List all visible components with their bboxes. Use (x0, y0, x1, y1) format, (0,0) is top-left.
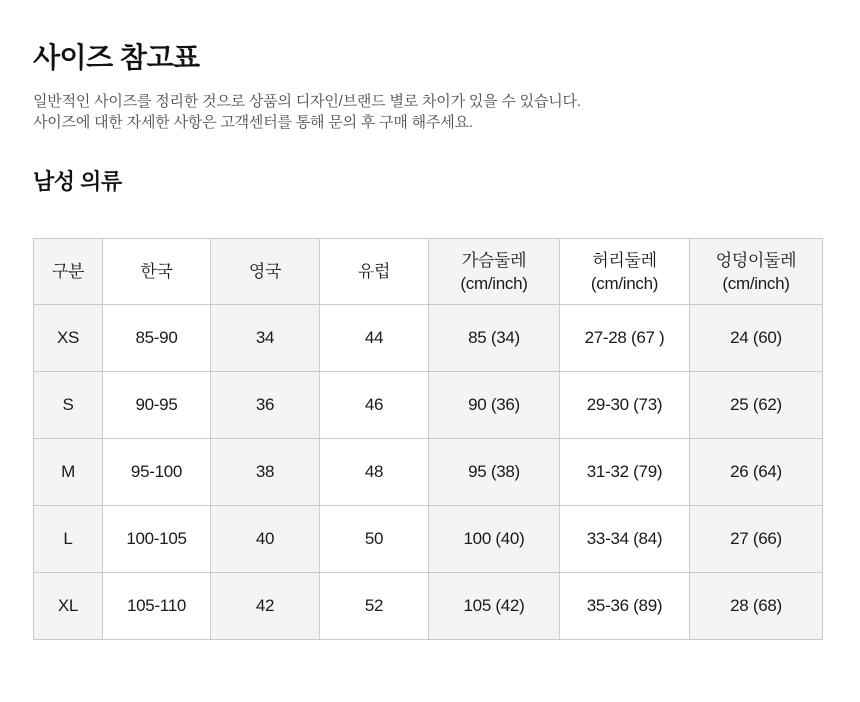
column-header-sub: (cm/inch) (590, 273, 659, 293)
size-value-cell: 24 (60) (690, 305, 823, 372)
size-value-cell: 28 (68) (690, 573, 823, 640)
size-value-cell: 35-36 (89) (560, 573, 690, 640)
column-header-europe (320, 239, 429, 305)
size-table-body (34, 305, 823, 640)
column-header-label: 유럽 (357, 262, 391, 282)
size-value-cell: 48 (320, 439, 429, 506)
size-value-cell: 34 (211, 305, 320, 372)
size-value-cell: 90 (36) (429, 372, 560, 439)
size-value-cell: 46 (320, 372, 429, 439)
size-label-cell: XL (34, 573, 103, 640)
page-description-line-2: 사이즈에 대한 자세한 사항은 고객센터를 통해 문의 후 구매 해주세요. (33, 114, 473, 132)
column-header-label: 영국 (248, 262, 282, 282)
size-value-cell: 100 (40) (429, 506, 560, 573)
size-table-header (34, 239, 823, 305)
table-row (34, 506, 823, 573)
column-header-label: 가슴둘레 (461, 250, 527, 270)
page-title: 사이즈 참고표 (33, 42, 200, 73)
column-header-hip (690, 239, 823, 305)
column-header-label: 구분 (51, 262, 85, 282)
column-header-label: 엉덩이둘레 (715, 250, 797, 270)
column-header-waist (560, 239, 690, 305)
table-row (34, 305, 823, 372)
column-header-sub: (cm/inch) (460, 273, 528, 293)
column-header-category (34, 239, 103, 305)
table-row (34, 439, 823, 506)
column-header-uk (211, 239, 320, 305)
size-value-cell: 36 (211, 372, 320, 439)
table-row (34, 372, 823, 439)
size-label-cell: S (34, 372, 103, 439)
size-value-cell: 85-90 (103, 305, 211, 372)
size-value-cell: 42 (211, 573, 320, 640)
column-header-chest (429, 239, 560, 305)
column-header-korea (103, 239, 211, 305)
size-value-cell: 95 (38) (429, 439, 560, 506)
size-value-cell: 40 (211, 506, 320, 573)
size-value-cell: 29-30 (73) (560, 372, 690, 439)
page-description (33, 91, 827, 133)
size-value-cell: 85 (34) (429, 305, 560, 372)
size-label-cell: XS (34, 305, 103, 372)
size-value-cell: 52 (320, 573, 429, 640)
size-table (33, 238, 823, 640)
section-title-mens-clothing: 남성 의류 (33, 169, 122, 195)
size-value-cell: 90-95 (103, 372, 211, 439)
column-header-sub: (cm/inch) (722, 273, 790, 293)
size-value-cell: 105-110 (103, 573, 211, 640)
size-value-cell: 25 (62) (690, 372, 823, 439)
size-value-cell: 27 (66) (690, 506, 823, 573)
table-row (34, 573, 823, 640)
size-value-cell: 31-32 (79) (560, 439, 690, 506)
size-value-cell: 27-28 (67 ) (560, 305, 690, 372)
size-value-cell: 26 (64) (690, 439, 823, 506)
size-label-cell: L (34, 506, 103, 573)
size-value-cell: 38 (211, 439, 320, 506)
size-value-cell: 50 (320, 506, 429, 573)
size-value-cell: 100-105 (103, 506, 211, 573)
size-value-cell: 95-100 (103, 439, 211, 506)
header-row (34, 239, 823, 305)
size-value-cell: 33-34 (84) (560, 506, 690, 573)
column-header-label: 허리둘레 (592, 250, 657, 270)
page-description-line-1: 일반적인 사이즈를 정리한 것으로 상품의 디자인/브랜드 별로 차이가 있을 수 있습니다. (33, 93, 581, 111)
size-label-cell: M (34, 439, 103, 506)
size-value-cell: 44 (320, 305, 429, 372)
size-value-cell: 105 (42) (429, 573, 560, 640)
column-header-label: 한국 (140, 262, 173, 282)
